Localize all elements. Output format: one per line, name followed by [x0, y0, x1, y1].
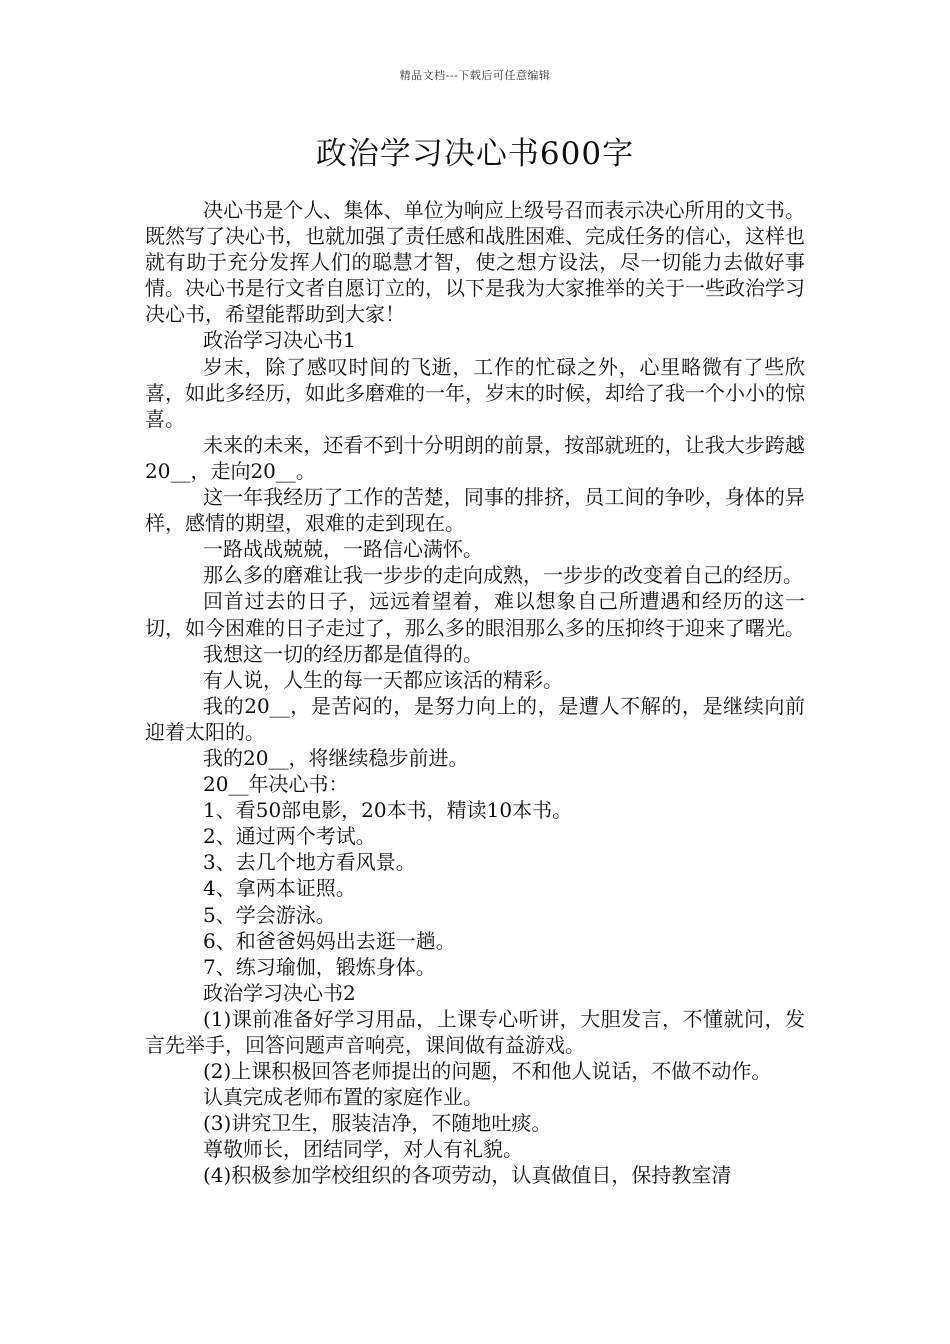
- paragraph: 决心书是个人、集体、单位为响应上级号召而表示决心所用的文书。既然写了决心书，也就加强了责任感和战胜困难、完成任务的信心，这样也就有助于充分发挥人们的聪慧才智，使之想方设法，尽一切能力去做好事情。决心书是行文者自愿订立的，以下是我为大家推举的关于一些政治学习决心书，希望能帮助到大家！: [145, 198, 805, 327]
- list-item: 3、去几个地方看风景。: [203, 850, 416, 875]
- list-heading: 20__年决心书：: [203, 772, 349, 797]
- paragraph: 我的20__，是苦闷的，是努力向上的，是遭人不解的，是继续向前迎着太阳的。: [145, 693, 805, 744]
- paragraph: 尊敬师长，团结同学，对人有礼貌。: [203, 1137, 523, 1162]
- list-item: 6、和爸爸妈妈出去逛一趟。: [203, 928, 456, 953]
- section-heading: 政治学习决心书1: [203, 328, 356, 353]
- document-title: 政治学习决心书600字: [315, 136, 635, 172]
- header-note: 精品文档---下载后可任意编辑: [399, 69, 551, 82]
- list-item: 5、学会游泳。: [203, 902, 336, 927]
- paragraph: 认真完成老师布置的家庭作业。: [203, 1085, 483, 1110]
- paragraph: (4)积极参加学校组织的各项劳动，认真做值日，保持教室清: [203, 1163, 732, 1188]
- paragraph: (3)讲究卫生，服装洁净，不随地吐痰。: [203, 1111, 552, 1136]
- paragraph: 一路战战兢兢，一路信心满怀。: [203, 537, 483, 562]
- paragraph: 我想这一切的经历都是值得的。: [203, 641, 483, 666]
- list-item: 7、练习瑜伽，锻炼身体。: [203, 954, 436, 979]
- paragraph: 有人说，人生的每一天都应该活的精彩。: [203, 667, 563, 692]
- paragraph: 回首过去的日子，远远着望着，难以想象自己所遭遇和经历的这一切，如今困难的日子走过了，那么多的眼泪那么多的压抑终于迎来了曙光。: [145, 589, 805, 640]
- paragraph: 岁末，除了感叹时间的飞逝，工作的忙碌之外，心里略微有了些欣喜，如此多经历，如此多磨难的一年，岁末的时候，却给了我一个小小的惊喜。: [145, 354, 805, 431]
- section-heading: 政治学习决心书2: [203, 980, 356, 1005]
- list-item: 1、看50部电影，20本书，精读10本书。: [203, 798, 573, 823]
- paragraph: (2)上课积极回答老师提出的问题，不和他人说话，不做不动作。: [203, 1059, 772, 1084]
- list-item: 2、通过两个考试。: [203, 824, 376, 849]
- paragraph: 那么多的磨难让我一步步的走向成熟，一步步的改变着自己的经历。: [203, 563, 803, 588]
- paragraph: 未来的未来，还看不到十分明朗的前景，按部就班的，让我大步跨越20__，走向20__。: [145, 432, 805, 483]
- paragraph: 我的20__，将继续稳步前进。: [203, 745, 469, 770]
- paragraph: 这一年我经历了工作的苦楚，同事的排挤，员工间的争吵，身体的异样，感情的期望，艰难的走到现在。: [145, 485, 805, 536]
- list-item: 4、拿两本证照。: [203, 876, 356, 901]
- document-body: [145, 197, 805, 1189]
- paragraph: (1)课前准备好学习用品，上课专心听讲，大胆发言，不懂就问，发言先举手，回答问题声音响亮，课间做有益游戏。: [145, 1006, 805, 1057]
